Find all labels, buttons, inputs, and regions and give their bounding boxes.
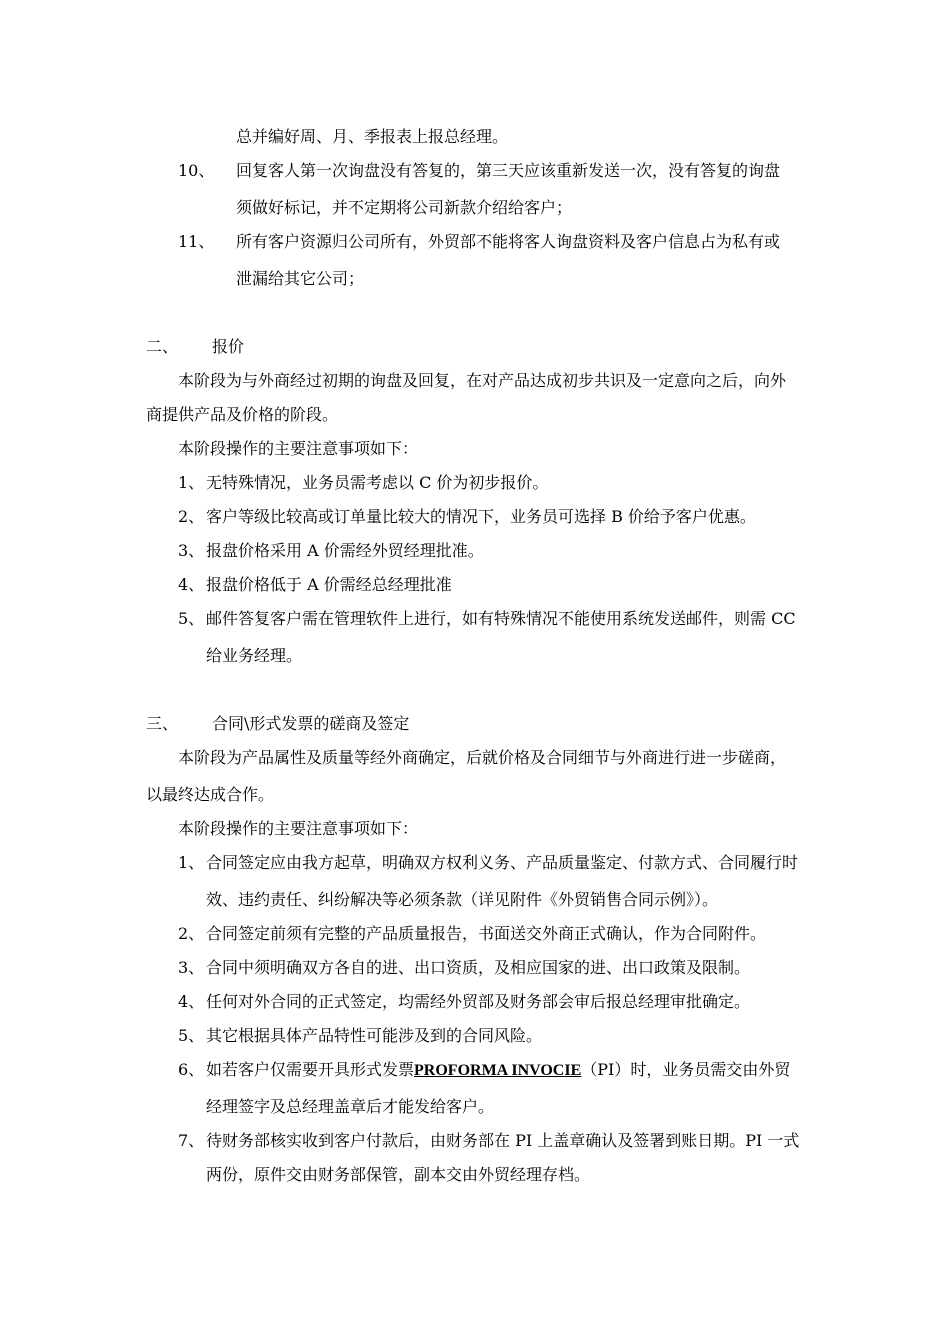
- list-item-text: （PI）时，业务员需交由外贸: [581, 1060, 791, 1079]
- list-item-text: 如若客户仅需要开具形式发票: [206, 1060, 415, 1079]
- list-number: 5、: [178, 1026, 205, 1045]
- proforma-invoice-term: PROFORMA INVOCIE: [414, 1062, 582, 1079]
- list-number: 2、: [178, 924, 205, 943]
- list-item-line: 效、违约责任、纠纷解决等必须条款（详见附件《外贸销售合同示例》）。: [206, 890, 719, 909]
- list-item-line: 任何对外合同的正式签定，均需经外贸部及财务部会审后报总经理审批确定。: [206, 992, 751, 1011]
- list-item-line: 须做好标记，并不定期将公司新款介绍给客户；: [236, 198, 573, 217]
- list-number: 10、: [178, 161, 215, 180]
- list-item-line: 经理签字及总经理盖章后才能发给客户。: [206, 1097, 495, 1116]
- list-number: 4、: [178, 992, 205, 1011]
- list-number: 4、: [178, 575, 205, 594]
- list-number: 6、: [178, 1060, 205, 1079]
- list-item-line: 其它根据具体产品特性可能涉及到的合同风险。: [206, 1026, 543, 1045]
- list-number: 11、: [178, 232, 215, 251]
- list-number: 1、: [178, 853, 205, 872]
- list-item-line: 客户等级比较高或订单量比较大的情况下，业务员可选择 B 价给予客户优惠。: [206, 507, 756, 526]
- continuation-line: 总并编好周、月、季报表上报总经理。: [236, 127, 509, 146]
- list-item-line: 报盘价格低于 A 价需经总经理批准: [206, 575, 452, 594]
- list-number: 3、: [178, 541, 205, 560]
- list-item-line: 邮件答复客户需在管理软件上进行，如有特殊情况不能使用系统发送邮件，则需 CC: [206, 609, 796, 628]
- section-number: 二、: [146, 337, 179, 356]
- list-number: 7、: [178, 1131, 205, 1150]
- list-item-line: 两份，原件交由财务部保管，副本交由外贸经理存档。: [206, 1165, 591, 1184]
- list-item-line: [206, 1060, 790, 1081]
- list-number: 3、: [178, 958, 205, 977]
- section-number: 三、: [146, 714, 179, 733]
- list-item-line: 泄漏给其它公司；: [236, 269, 365, 288]
- list-item-line: 合同签定应由我方起草，明确双方权利义务、产品质量鉴定、付款方式、合同履行时: [206, 853, 799, 872]
- paragraph-line: 本阶段为产品属性及质量等经外商确定，后就价格及合同细节与外商进行进一步磋商，: [178, 748, 787, 767]
- list-item-line: 合同签定前须有完整的产品质量报告，书面送交外商正式确认，作为合同附件。: [206, 924, 767, 943]
- notice-line: 本阶段操作的主要注意事项如下：: [178, 439, 419, 458]
- list-number: 5、: [178, 609, 205, 628]
- section-title: 合同\形式发票的磋商及签定: [212, 714, 410, 733]
- list-item-line: 合同中须明确双方各自的进、出口资质，及相应国家的进、出口政策及限制。: [206, 958, 751, 977]
- list-item-line: 所有客户资源归公司所有，外贸部不能将客人询盘资料及客户信息占为私有或: [236, 232, 781, 251]
- paragraph-line: 本阶段为与外商经过初期的询盘及回复，在对产品达成初步共识及一定意向之后，向外: [178, 371, 787, 390]
- list-item-line: 给业务经理。: [206, 646, 303, 665]
- notice-line: 本阶段操作的主要注意事项如下：: [178, 819, 419, 838]
- section-title: 报价: [212, 337, 245, 356]
- list-number: 2、: [178, 507, 205, 526]
- list-item-line: 待财务部核实收到客户付款后，由财务部在 PI 上盖章确认及签署到账日期。PI 一式: [206, 1131, 800, 1150]
- list-item-line: 报盘价格采用 A 价需经外贸经理批准。: [206, 541, 484, 560]
- paragraph-line: 以最终达成合作。: [146, 785, 275, 804]
- list-item-line: 无特殊情况，业务员需考虑以 C 价为初步报价。: [206, 473, 549, 492]
- list-item-line: 回复客人第一次询盘没有答复的，第三天应该重新发送一次，没有答复的询盘: [236, 161, 781, 180]
- paragraph-line: 商提供产品及价格的阶段。: [146, 405, 339, 424]
- list-number: 1、: [178, 473, 205, 492]
